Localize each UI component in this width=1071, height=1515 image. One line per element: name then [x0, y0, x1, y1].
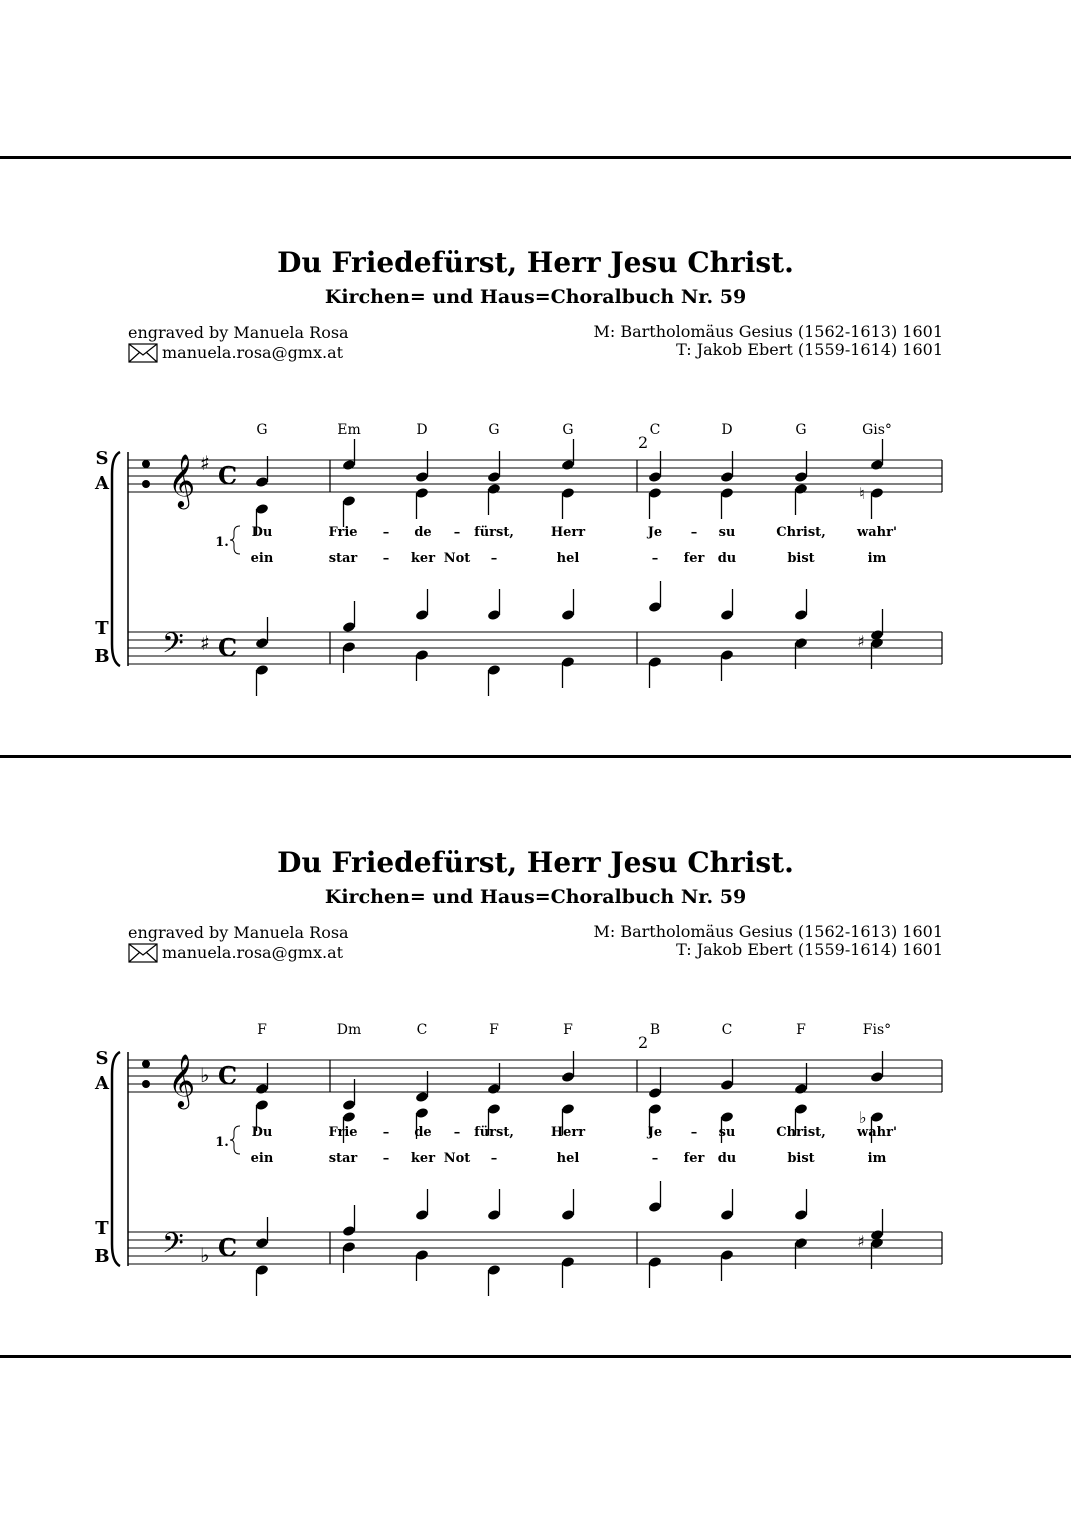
credits-block — [593, 923, 943, 959]
chord-symbol: G — [256, 422, 268, 438]
lyric-syllable: – — [651, 551, 659, 566]
verse-brace — [230, 1126, 240, 1154]
chord-symbol: F — [257, 1022, 267, 1038]
composer-credit: M: Bartholomäus Gesius (1562-1613) 1601 — [593, 322, 943, 341]
chord-symbol: G — [488, 422, 500, 438]
lyric-syllable: ker — [410, 551, 436, 566]
lyric-syllable: Christ, — [776, 525, 826, 540]
lyric-syllable: fer — [683, 1151, 705, 1166]
chord-symbol: G — [795, 422, 807, 438]
page-rule-top — [0, 156, 1071, 159]
page-rule-bottom — [0, 1355, 1071, 1358]
chord-symbol: Em — [337, 422, 361, 438]
lyric-syllable: Je — [647, 525, 663, 540]
lyric-syllable: – — [490, 551, 498, 566]
cue-note — [142, 1060, 150, 1068]
verse-number: 1. — [215, 535, 229, 550]
lyric-syllable: fer — [683, 551, 705, 566]
staff-label: S — [95, 448, 109, 469]
lyric-syllable: fürst, — [474, 525, 514, 540]
lyric-syllable: – — [690, 1125, 698, 1140]
lyric-syllable: – — [382, 1151, 390, 1166]
treble-clef: 𝄞 — [168, 1053, 196, 1107]
staff-label: T — [95, 618, 109, 639]
engraver-block — [128, 323, 349, 363]
chord-symbol: D — [721, 422, 733, 438]
lyric-syllable: im — [867, 1151, 887, 1166]
lyric-syllable: star — [328, 551, 358, 566]
email-line — [128, 343, 349, 363]
time-signature: C — [218, 1061, 238, 1090]
lyric-syllable: – — [690, 525, 698, 540]
lyric-syllable: – — [490, 1151, 498, 1166]
cue-note — [142, 460, 150, 468]
chord-symbol: Gis° — [862, 422, 892, 438]
treble-clef: 𝄞 — [168, 453, 196, 507]
poet-credit: T: Jakob Ebert (1559-1614) 1601 — [676, 940, 943, 959]
chord-symbol: F — [796, 1022, 806, 1038]
email-address[interactable]: manuela.rosa@gmx.at — [162, 343, 344, 362]
chord-symbol: D — [416, 422, 428, 438]
envelope-icon — [128, 943, 158, 963]
piece-title: Du Friedefürst, Herr Jesu Christ. — [277, 246, 794, 279]
measure-number: 2 — [638, 1033, 649, 1052]
page-rule-middle — [0, 755, 1071, 758]
lyric-syllable: su — [718, 1125, 736, 1140]
lyric-syllable: wahr' — [857, 525, 897, 540]
credits-block — [593, 323, 943, 359]
staff-label: A — [95, 473, 109, 494]
lyric-syllable: Herr — [550, 525, 586, 540]
lyric-syllable: ein — [250, 551, 274, 566]
lyric-syllable: hel — [556, 1151, 580, 1166]
accidental: ♭ — [859, 1108, 867, 1127]
chord-symbol: G — [562, 422, 574, 438]
accidental: ♯ — [857, 1232, 865, 1251]
lyric-syllable: – — [453, 525, 461, 540]
lyric-syllable: du — [717, 1151, 737, 1166]
chord-symbol: B — [649, 1022, 661, 1038]
lyric-syllable: star — [328, 1151, 358, 1166]
piece-title: Du Friedefürst, Herr Jesu Christ. — [277, 846, 794, 879]
lyric-syllable: Frie — [328, 1125, 358, 1140]
lyric-syllable: ein — [250, 1151, 274, 1166]
cue-note — [142, 480, 150, 488]
score-section-1 — [0, 160, 1071, 720]
chord-symbol: Fis° — [862, 1022, 892, 1038]
key-signature: ♯ — [200, 631, 210, 655]
score-section-2 — [0, 760, 1071, 1320]
lyric-syllable: Not — [443, 1151, 471, 1166]
key-signature: ♯ — [200, 451, 210, 475]
accidental: ♮ — [859, 484, 865, 503]
score-system — [0, 990, 1071, 1310]
chord-symbol: Dm — [336, 1022, 362, 1038]
lyric-syllable: Not — [443, 551, 471, 566]
staff-label: S — [95, 1048, 109, 1069]
staff-label: T — [95, 1218, 109, 1239]
engraver-block — [128, 923, 349, 963]
lyric-syllable: de — [414, 1125, 432, 1140]
engraver-credit: engraved by Manuela Rosa — [128, 323, 349, 342]
piece-subtitle: Kirchen= und Haus=Choralbuch Nr. 59 — [324, 286, 747, 308]
poet-credit: T: Jakob Ebert (1559-1614) 1601 — [676, 340, 943, 359]
lyric-syllable: Christ, — [776, 1125, 826, 1140]
lyric-syllable: wahr' — [857, 1125, 897, 1140]
cue-note — [142, 1080, 150, 1088]
time-signature: C — [218, 633, 238, 662]
accidental: ♯ — [857, 632, 865, 651]
lyric-syllable: – — [382, 1125, 390, 1140]
lyric-syllable: bist — [787, 551, 815, 566]
engraver-credit: engraved by Manuela Rosa — [128, 923, 349, 942]
system-bracket — [112, 1052, 120, 1266]
staff-label: B — [94, 1246, 110, 1267]
lyric-syllable: hel — [556, 551, 580, 566]
email-line — [128, 943, 349, 963]
verse-number: 1. — [215, 1135, 229, 1150]
email-address[interactable]: manuela.rosa@gmx.at — [162, 943, 344, 962]
lyric-syllable: bist — [787, 1151, 815, 1166]
lyric-syllable: im — [867, 551, 887, 566]
lyric-syllable: Frie — [328, 525, 358, 540]
lyric-syllable: – — [651, 1151, 659, 1166]
staff-label: B — [94, 646, 110, 667]
measure-number: 2 — [638, 433, 649, 452]
staff-label: A — [95, 1073, 109, 1094]
lyric-syllable: – — [382, 551, 390, 566]
chord-symbol: C — [416, 1022, 428, 1038]
lyric-syllable: Du — [251, 1125, 273, 1140]
lyric-syllable: Du — [251, 525, 273, 540]
piece-subtitle: Kirchen= und Haus=Choralbuch Nr. 59 — [324, 886, 747, 908]
verse-brace — [230, 526, 240, 554]
lyric-syllable: fürst, — [474, 1125, 514, 1140]
lyric-syllable: – — [453, 1125, 461, 1140]
bass-clef: 𝄢 — [162, 627, 184, 667]
system-bracket — [112, 452, 120, 666]
envelope-icon — [128, 343, 158, 363]
score-system — [0, 390, 1071, 710]
bass-clef: 𝄢 — [162, 1227, 184, 1267]
chord-symbol: C — [649, 422, 661, 438]
chord-symbol: F — [563, 1022, 573, 1038]
time-signature: C — [218, 461, 238, 490]
time-signature: C — [218, 1233, 238, 1262]
lyric-syllable: – — [382, 525, 390, 540]
chord-symbol: F — [489, 1022, 499, 1038]
lyric-syllable: su — [718, 525, 736, 540]
lyric-syllable: de — [414, 525, 432, 540]
lyric-syllable: du — [717, 551, 737, 566]
key-signature: ♭ — [200, 1243, 210, 1267]
lyric-syllable: Je — [647, 1125, 663, 1140]
lyric-syllable: ker — [410, 1151, 436, 1166]
lyric-syllable: Herr — [550, 1125, 586, 1140]
key-signature: ♭ — [200, 1063, 210, 1087]
chord-symbol: C — [721, 1022, 733, 1038]
composer-credit: M: Bartholomäus Gesius (1562-1613) 1601 — [593, 922, 943, 941]
